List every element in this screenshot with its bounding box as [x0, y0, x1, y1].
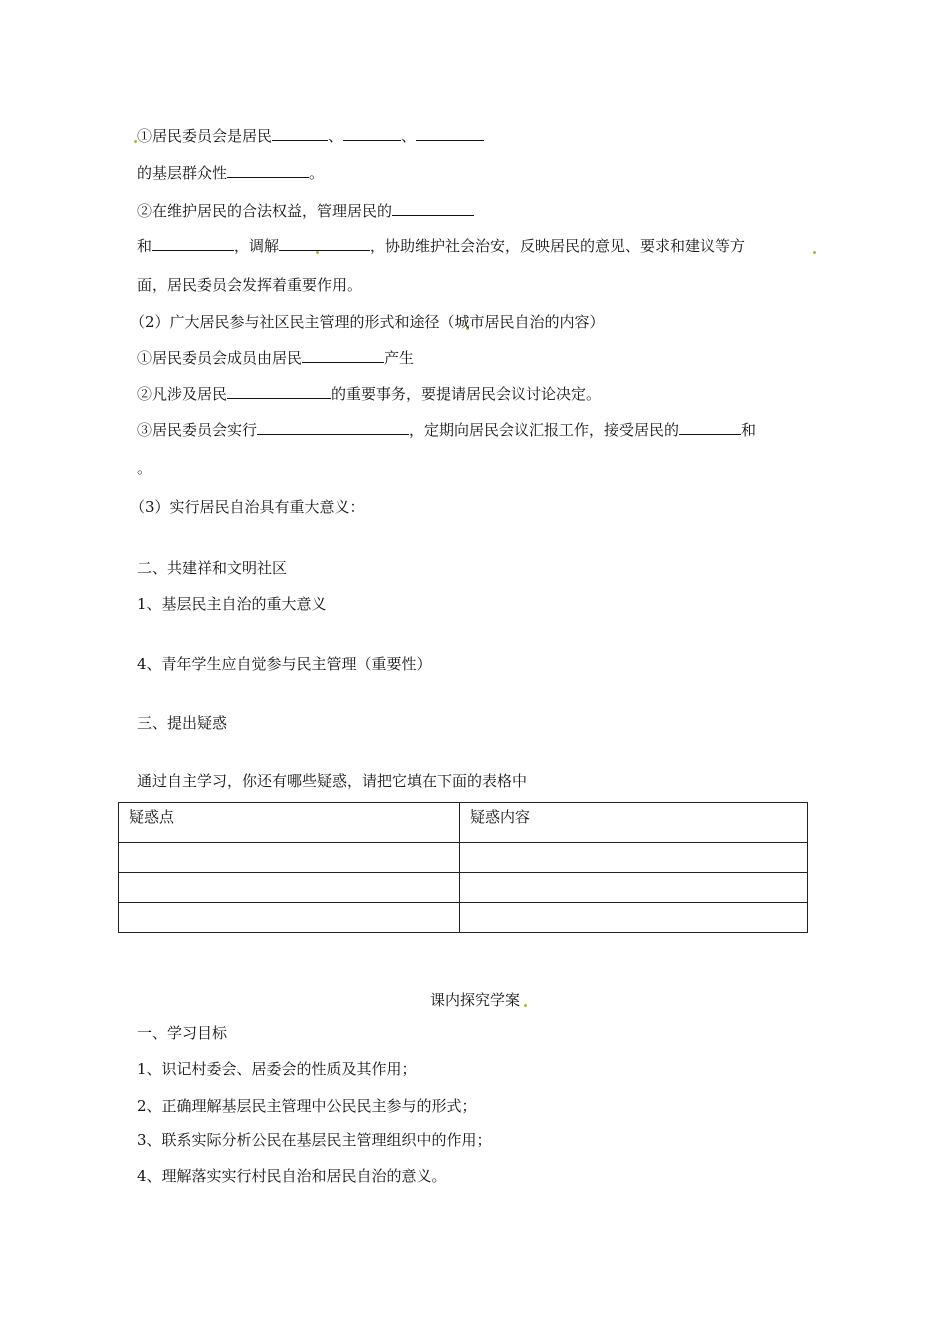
table-header-doubt-point: 疑惑点 [119, 803, 460, 843]
table-header-row [119, 803, 808, 843]
line-1: ①居民委员会是居民 、 、 [137, 126, 484, 146]
goal-3: 3、联系实际分析公民在基层民主管理组织中的作用； [137, 1131, 492, 1149]
goal-1: 1、识记村委会、居委会的性质及其作用； [137, 1060, 417, 1078]
goal-2: 2、正确理解基层民主管理中公民民主参与的形式； [137, 1097, 477, 1115]
speck [813, 251, 816, 254]
table-cell[interactable] [460, 873, 808, 903]
line-9: ③居民委员会实行 ，定期向居民会议汇报工作，接受居民的 和 [137, 421, 757, 439]
part-2-heading: 课内探究学案 [429, 991, 520, 1009]
goal-4: 4、理解落实实行村民自治和居民自治的意义。 [137, 1167, 447, 1185]
blank[interactable] [416, 126, 484, 141]
section-2-title: 二、共建祥和文明社区 [137, 559, 288, 577]
blank[interactable] [272, 126, 328, 141]
table-cell[interactable] [460, 903, 808, 933]
section-3-title: 三、提出疑惑 [137, 714, 228, 732]
line-2: 的基层群众性 。 [137, 164, 325, 182]
table-header-doubt-content: 疑惑内容 [460, 803, 808, 843]
line-11: （3）实行居民自治具有重大意义： [130, 498, 365, 516]
line-8: ②凡涉及居民 的重要事务，要提请居民会议讨论决定。 [137, 385, 602, 403]
table-cell[interactable] [119, 873, 460, 903]
line-10: 。 [137, 459, 153, 477]
table-row [119, 873, 808, 903]
blank[interactable] [257, 420, 409, 435]
blank[interactable] [279, 236, 370, 251]
line-5: 面，居民委员会发挥着重要作用。 [137, 276, 363, 294]
blank[interactable] [302, 348, 384, 363]
doubts-table [118, 802, 808, 933]
section-2-item-4: 4、青年学生应自觉参与民主管理（重要性） [137, 655, 432, 673]
table-cell[interactable] [119, 903, 460, 933]
table-row [119, 843, 808, 873]
blank[interactable] [152, 236, 234, 251]
blank[interactable] [227, 163, 309, 178]
learning-goals-title: 一、学习目标 [137, 1024, 228, 1042]
blank[interactable] [227, 384, 331, 399]
table-cell[interactable] [460, 843, 808, 873]
line-6: （2）广大居民参与社区民主管理的形式和途径（城市居民自治的内容） [130, 313, 605, 331]
blank[interactable] [679, 420, 741, 435]
section-2-item-1: 1、基层民主自治的重大意义 [137, 595, 327, 613]
line-7: ①居民委员会成员由居民 产生 [137, 349, 415, 367]
table-row [119, 903, 808, 933]
section-3-intro: 通过自主学习，你还有哪些疑惑，请把它填在下面的表格中 [137, 772, 528, 790]
line-4: 和 ，调解 ，协助维护社会治安，反映居民的意见、要求和建议等方 [137, 237, 746, 255]
blank[interactable] [343, 126, 401, 141]
blank[interactable] [392, 201, 474, 216]
line-3: ②在维护居民的合法权益，管理居民的 [137, 201, 474, 221]
table-cell[interactable] [119, 843, 460, 873]
